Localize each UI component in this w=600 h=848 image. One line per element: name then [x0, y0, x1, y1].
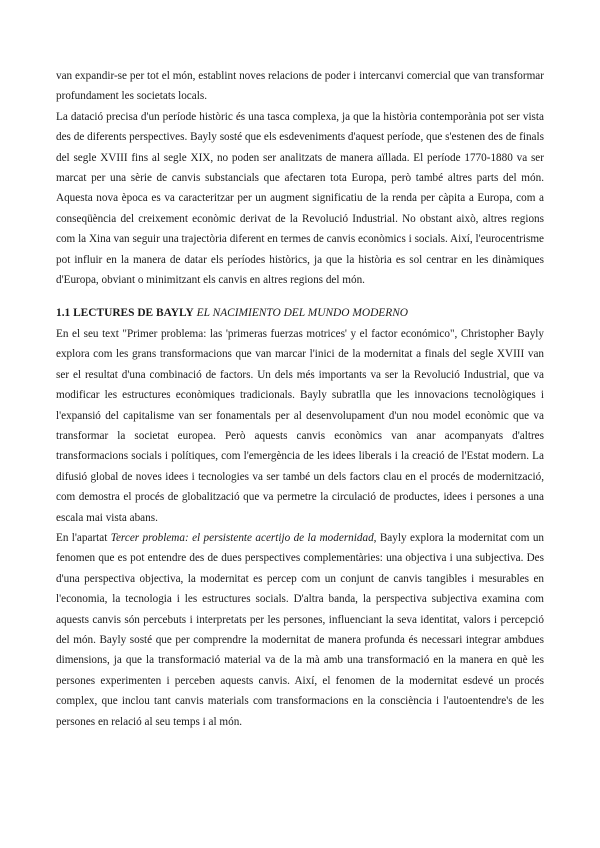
section-heading	[56, 303, 544, 323]
paragraph-third-problem-body: , Bayly explora la modernitat com un fenomen que es pot entendre des de dues perspectives complementàries: una objectiva i una subjectiva. Des d'una perspectiva objectiva, la modernitat es percep com un conjunt de canvis tangibles i mesurables en l'economia, la tecnologia i les estructures socials. D'altra banda, la perspectiva subjectiva examina com aquests canvis són percebuts i interpretats per les persones, influenciant la seva identitat, valors i percepció del món. Bayly sosté que per comprendre la modernitat de manera profunda és necessari integrar ambdues dimensions, ja que la transformació material va de la mà amb una transformació en la manera en què les persones experimenten i perceben aquests canvis. Així, el fenomen de la modernitat esdevé un procés complex, que inclou tant canvis materials com transformacions en la consciència i l'autoentendre's de les persones en relació al seu temps i al món.	[56, 531, 545, 728]
paragraph-first-problem: En el seu text "Primer problema: las 'primeras fuerzas motrices' y el factor económico", Christopher Bayly explora com les grans transformacions que van marcar l'inici de la modernitat a finals del segle XVIII van ser el resultat d'una combinació de factors. Un dels més importants va ser la Revolució Industrial, que va modificar les estructures econòmiques tradicionals. Bayly subratlla que les innovacions tecnològiques i l'expansió del capitalisme van ser fonamentals per al desenvolupament d'un nou model econòmic que va transformar la societat europea. Però aquests canvis econòmics van anar acompanyats d'altres transformacions socials i polítiques, com l'emergència de les idees liberals i la creació de l'Estat modern. La difusió global de noves idees i tecnologies va ser també un dels factors clau en el procés de modernització, com demostra el procés de globalització que va permetre la circulació de productes, idees i persones a una escala mai vista abans.	[56, 327, 544, 524]
paragraph-third-problem	[56, 528, 544, 732]
paragraph-third-problem-lead: En l'apartat	[56, 531, 111, 544]
paragraph-dating: La datació precisa d'un període històric és una tasca complexa, ja que la història contemporània pot ser vista des de diferents perspectives. Bayly sosté que els esdeveniments d'aquest període, que s'estenen des de finals del segle XVIII fins al segle XIX, no poden ser analitzats de manera aïllada. El període 1770-1880 va ser marcat per una sèrie de canvis substancials que afectaren tota Europa, però també altres parts del món. Aquesta nova època es va caracteritzar per un augment significatiu de la renda per càpita a Europa, com a conseqüència del creixement econòmic derivat de la Revolució Industrial. No obstant això, altres regions com la Xina van seguir una trajectòria diferent en termes de canvis econòmics i socials. Així, l'eurocentrisme pot influir en la manera de datar els períodes històrics, ja que la història es sol centrar en les dinàmiques d'Europa, obviant o minimitzant els canvis en altres regions del món.	[56, 110, 544, 287]
paragraph-intro-continuation: van expandir-se per tot el món, establint noves relacions de poder i intercanvi comercial que van transformar profundament les societats locals.	[56, 70, 544, 103]
section-heading-number: 1.1 LECTURES DE BAYLY	[56, 307, 194, 320]
paragraph-third-problem-title: Tercer problema: el persistente acertijo de la modernidad	[110, 531, 374, 544]
section-heading-book-title: EL NACIMIENTO DEL MUNDO MODERNO	[196, 307, 409, 320]
